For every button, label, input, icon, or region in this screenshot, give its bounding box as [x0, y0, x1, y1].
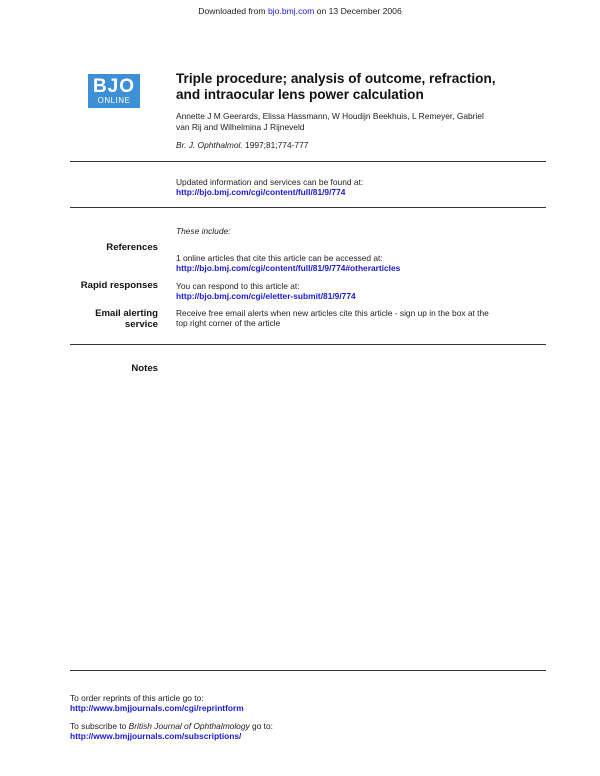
updated-text: Updated information and services can be found at:	[176, 177, 364, 187]
reprints-text: To order reprints of this article go to:	[70, 693, 204, 703]
these-include-label: These include:	[176, 226, 231, 236]
authors-line-1: Annette J M Geerards, Elissa Hassmann, W Houdijn Beekhuis, L Remeyer, Gabriel	[176, 111, 484, 121]
title-line-2: and intraocular lens power calculation	[176, 87, 424, 102]
article-title	[176, 71, 556, 103]
title-line-1: Triple procedure; analysis of outcome, refraction,	[176, 71, 496, 86]
subscribe-section	[70, 721, 273, 741]
citation-details: 1997;81;774-777	[245, 140, 309, 150]
references-section	[176, 253, 548, 273]
subscribe-suffix: go to:	[252, 721, 273, 731]
rapid-responses-link[interactable]: http://bjo.bmj.com/cgi/eletter-submit/81/9/774	[176, 291, 356, 301]
rapid-responses-label: Rapid responses	[80, 280, 158, 291]
divider	[70, 344, 546, 345]
references-link[interactable]: http://bjo.bmj.com/cgi/content/full/81/9/774#otherarticles	[176, 263, 401, 273]
divider	[70, 207, 546, 208]
email-alerting-label	[60, 308, 158, 330]
divider	[70, 161, 546, 162]
references-label: References	[106, 242, 158, 253]
journal-name: Br. J. Ophthalmol.	[176, 140, 243, 150]
article-citation	[176, 140, 308, 150]
logo-sub-text: ONLINE	[97, 96, 131, 105]
subscribe-journal: British Journal of Ophthalmology	[128, 721, 250, 731]
email-alerting-text-line-2: top right corner of the article	[176, 318, 281, 328]
article-authors	[176, 111, 556, 132]
email-alerting-label-line-1: Email alerting	[95, 308, 158, 319]
email-alerting-text-line-1: Receive free email alerts when new articles cite this article - sign up in the box at the	[176, 308, 489, 318]
updated-info	[176, 177, 556, 197]
references-text: 1 online articles that cite this article can be accessed at:	[176, 253, 383, 263]
footer-divider	[70, 670, 546, 671]
reprints-link[interactable]: http://www.bmjjournals.com/cgi/reprintform	[70, 703, 244, 713]
email-alerting-section	[176, 308, 548, 328]
rapid-responses-section	[176, 281, 548, 301]
updated-link[interactable]: http://bjo.bmj.com/cgi/content/full/81/9/774	[176, 187, 346, 197]
subscribe-prefix: To subscribe to	[70, 721, 127, 731]
download-notice	[0, 6, 600, 16]
site-link[interactable]: bjo.bmj.com	[267, 6, 315, 16]
rapid-responses-text: You can respond to this article at:	[176, 281, 300, 291]
logo-main-text: BJO	[92, 76, 136, 97]
download-prefix: Downloaded from	[198, 6, 266, 16]
reprints-section	[70, 693, 244, 713]
subscribe-text	[70, 721, 273, 731]
bjo-online-logo[interactable]	[88, 74, 140, 108]
email-alerting-label-line-2: service	[124, 319, 158, 330]
notes-label: Notes	[131, 363, 158, 374]
download-date: on 13 December 2006	[316, 6, 402, 16]
subscribe-link[interactable]: http://www.bmjjournals.com/subscriptions/	[70, 731, 242, 741]
authors-line-2: van Rij and Wilhelmina J Rijneveld	[176, 121, 305, 132]
